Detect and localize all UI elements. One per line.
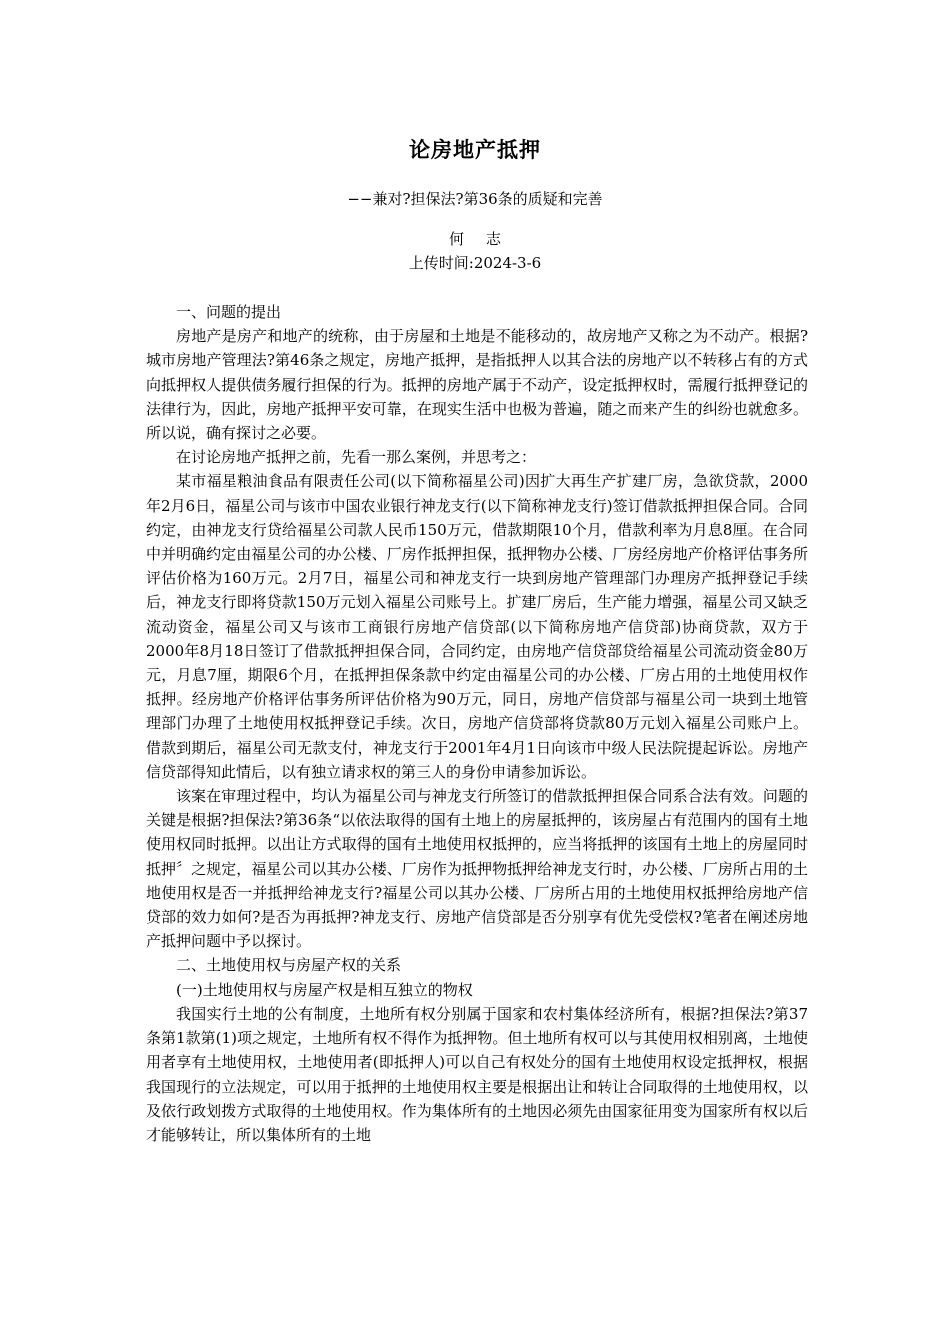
section-heading: 二、土地使用权与房屋产权的关系 <box>176 956 402 975</box>
body-paragraph: 房地产是房产和地产的统称，由于房屋和土地是不能移动的，故房地产又称之为不动产。根据?城市房地产管理法?第46条之规定，房地产抵押，是指抵押人以其合法的房地产以不转移占有的方式向抵押权人提供债务履行担保的行为。抵押的房地产属于不动产，设定抵押权时，需履行抵押登记的法律行为，因此，房地产抵押平安可靠，在现实生活中也极为普遍，随之而来产生的纠纷也就愈多。所以说，确有探讨之必要。 <box>146 327 808 443</box>
body-paragraph: 该案在审理过程中，均认为福星公司与神龙支行所签订的借款抵押担保合同系合法有效。问题的关键是根据?担保法?第36条“以依法取得的国有土地上的房屋抵押的，该房屋占有范围内的国有土地使用权同时抵押。以出让方式取得的国有土地使用权抵押的，应当将抵押的该国有土地上的房屋同时抵押〞之规定，福星公司以其办公楼、厂房作为抵押物抵押给神龙支行时，办公楼、厂房所占用的土地使用权是否一并抵押给神龙支行?福星公司以其办公楼、厂房所占用的土地使用权抵押给房地产信贷部的效力如何?是否为再抵押?神龙支行、房地产信贷部是否分别享有优先受偿权?笔者在阐述房地产抵押问题中予以探讨。 <box>146 787 808 951</box>
document-body <box>146 300 808 1147</box>
upload-time: 上传时间:2024-3-6 <box>408 254 542 272</box>
document-title: 论房地产抵押 <box>409 137 541 162</box>
body-paragraph: 我国实行土地的公有制度，土地所有权分别属于国家和农村集体经济所有，根据?担保法?第37条第1款第(1)项之规定，土地所有权不得作为抵押物。但土地所有权可以与其使用权相别离，土地使用者享有土地使用权，土地使用者(即抵押人)可以自己有权处分的国有土地使用权设定抵押权，根据我国现行的立法规定，可以用于抵押的土地使用权主要是根据出让和转让合同取得的土地使用权，以及依行政划拨方式取得的土地使用权。作为集体所有的土地因必须先由国家征用变为国家所有权以后才能够转让，所以集体所有的土地 <box>146 1004 808 1144</box>
section-heading: 一、问题的提出 <box>176 303 282 321</box>
body-paragraph: 在讨论房地产抵押之前，先看一那么案例，并思考之： <box>176 448 537 467</box>
document-subtitle: −−兼对?担保法?第36条的质疑和完善 <box>347 190 603 208</box>
subsection-heading: (一)土地使用权与房屋产权是相互独立的物权 <box>176 980 473 999</box>
author-family-name: 志 <box>486 230 502 248</box>
author-given-name: 何 <box>448 230 464 248</box>
author-name <box>0 228 950 249</box>
body-paragraph: 某市福星粮油食品有限责任公司(以下简称福星公司)因扩大再生产扩建厂房，急欲贷款，2000年2月6日，福星公司与该市中国农业银行神龙支行(以下简称神龙支行)签订借款抵押担保合同。合同约定，由神龙支行贷给福星公司款人民币150万元，借款期限10个月，借款利率为月息8厘。在合同中并明确约定由福星公司的办公楼、厂房作抵押担保，抵押物办公楼、厂房经房地产价格评估事务所评估价格为160万元。2月7日，福星公司和神龙支行一块到房地产管理部门办理房产抵押登记手续后，神龙支行即将贷款150万元划入福星公司账号上。扩建厂房后，生产能力增强，福星公司又缺乏流动资金，福星公司又与该市工商银行房地产信贷部(以下简称房地产信贷部)协商贷款，双方于2000年8月18日签订了借款抵押担保合同，合同约定，由房地产信贷部贷给福星公司流动资金80万元，月息7厘，期限6个月，在抵押担保条款中约定由福星公司的办公楼、厂房占用的土地使用权作抵押。经房地产价格评估事务所评估价格为90万元，同日，房地产信贷部与福星公司一块到土地管理部门办理了土地使用权抵押登记手续。次日，房地产信贷部将贷款80万元划入福星公司账户上。借款到期后，福星公司无款支付，神龙支行于2001年4月1日向该市中级人民法院提起诉讼。房地产信贷部得知此情后，以有独立请求权的第三人的身份申请参加诉讼。 <box>146 472 808 781</box>
